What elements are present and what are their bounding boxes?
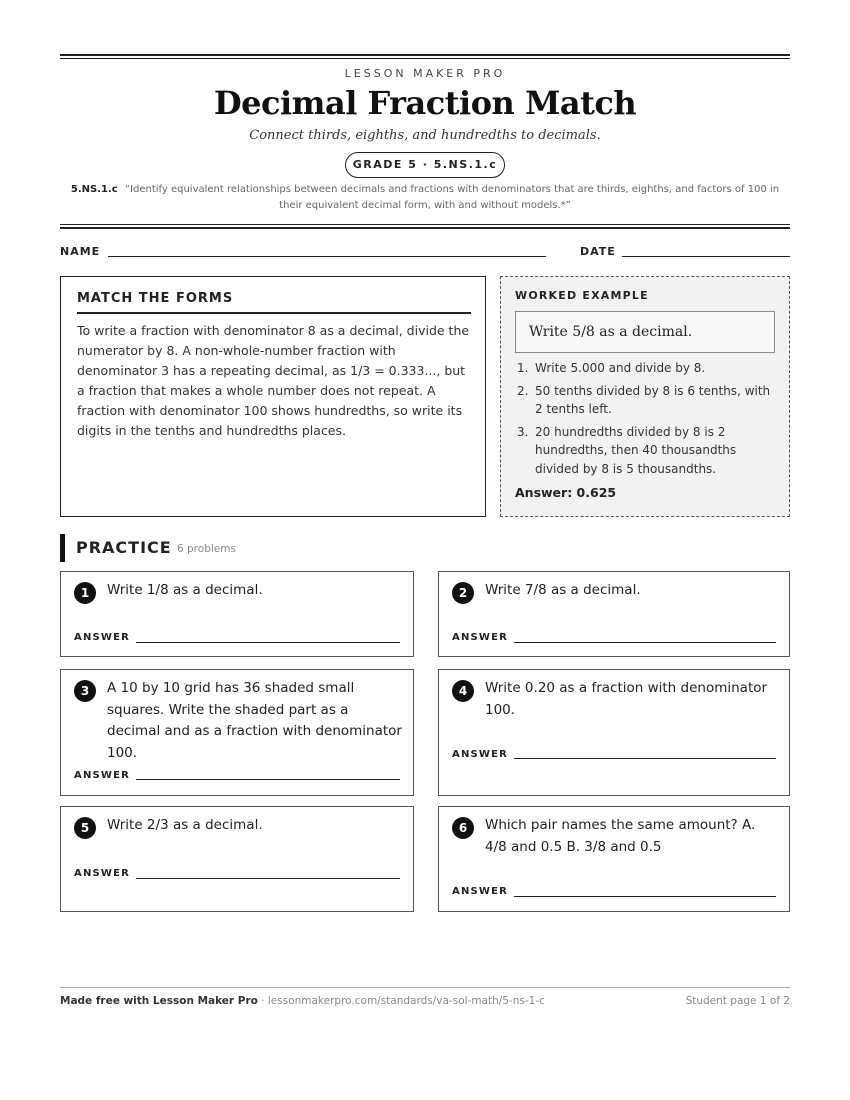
header-top-rule	[60, 54, 790, 59]
practice-accent-bar	[60, 534, 65, 562]
problem-number-badge: 1	[74, 582, 96, 604]
problem-card-3	[60, 669, 414, 796]
answer-label: ANSWER	[74, 868, 131, 879]
footer-url[interactable]: · lessonmakerpro.com/standards/va-sol-math/5-ns-1-c	[257, 995, 545, 1007]
match-heading: MATCH THE FORMS	[77, 291, 471, 314]
problem-card-1	[60, 571, 414, 657]
answer-field[interactable]	[136, 642, 400, 643]
footer-rule	[60, 987, 790, 988]
problem-prompt: Write 2/3 as a decimal.	[107, 817, 263, 833]
worksheet-page	[60, 0, 790, 1100]
problem-prompt: Write 1/8 as a decimal.	[107, 582, 263, 598]
page-title: Decimal Fraction Match	[213, 84, 637, 122]
answer-label: ANSWER	[74, 770, 131, 781]
worked-example-heading: WORKED EXAMPLE	[515, 289, 649, 302]
footer-credit	[60, 995, 545, 1007]
worked-step: 3. 20 hundredths divided by 8 is 2 hundredths, then 40 thousandths divided by 8 is 5 thousandths.	[517, 424, 737, 476]
footer-page-number: Student page 1 of 2	[685, 995, 790, 1007]
match-body-text: To write a fraction with denominator 8 as a decimal, divide the numerator by 8. A non-whole-number fraction with denominator 3 has a repeating decimal, as 1/3 = 0.333..., but a fraction that makes a whole number does not repeat. A fraction with denominator 100 shows hundredths, so write its digits in the tenths and hundredths places.	[77, 323, 470, 438]
standard-text: “Identify equivalent relationships between decimals and fractions with denominators that are thirds, eighths, and factors of 100 in their equivalent decimal form, with and without models.*”	[124, 184, 780, 211]
footer-made-with: Made free with Lesson Maker Pro	[60, 995, 258, 1007]
problem-prompt: Which pair names the same amount? A. 4/8 and 0.5 B. 3/8 and 0.5	[485, 817, 756, 855]
problem-card-4	[438, 669, 790, 796]
problem-card-2	[438, 571, 790, 657]
problem-number-badge: 4	[452, 680, 474, 702]
problem-card-6	[438, 806, 790, 912]
practice-count: 6 problems	[177, 543, 236, 555]
standard-description	[60, 182, 790, 214]
name-field[interactable]	[108, 256, 546, 257]
answer-label: ANSWER	[452, 749, 509, 760]
worked-example-steps	[515, 359, 781, 482]
problem-prompt: Write 0.20 as a fraction with denominator 100.	[485, 680, 768, 718]
brand-name: LESSON MAKER PRO	[344, 67, 506, 80]
problem-prompt: Write 7/8 as a decimal.	[485, 582, 641, 598]
answer-field[interactable]	[514, 642, 776, 643]
problem-number-badge: 2	[452, 582, 474, 604]
answer-field[interactable]	[136, 779, 400, 780]
problem-number-badge: 6	[452, 817, 474, 839]
worked-example-panel	[500, 276, 790, 517]
date-field[interactable]	[622, 256, 790, 257]
problem-number-badge: 3	[74, 680, 96, 702]
practice-heading: PRACTICE	[76, 538, 172, 557]
match-the-forms-panel	[60, 276, 486, 517]
header-bottom-rule	[60, 224, 790, 229]
date-label: DATE	[580, 245, 616, 258]
problem-card-5	[60, 806, 414, 912]
answer-field[interactable]	[136, 878, 400, 879]
worked-example-answer: Answer: 0.625	[515, 485, 617, 500]
answer-label: ANSWER	[452, 632, 509, 643]
worked-step: 2. 50 tenths divided by 8 is 6 tenths, with 2 tenths left.	[517, 383, 771, 416]
name-label: NAME	[60, 245, 101, 258]
grade-badge: GRADE 5 · 5.NS.1.c	[345, 152, 505, 178]
problem-number-badge: 5	[74, 817, 96, 839]
problem-prompt: A 10 by 10 grid has 36 shaded small squares. Write the shaded part as a decimal and as a fraction with denominator 100.	[107, 680, 402, 761]
worked-step: 1. Write 5.000 and divide by 8.	[517, 361, 706, 375]
standard-code: 5.NS.1.c	[70, 184, 118, 195]
page-subtitle: Connect thirds, eighths, and hundredths to decimals.	[249, 128, 601, 143]
answer-field[interactable]	[514, 896, 776, 897]
answer-label: ANSWER	[452, 886, 509, 897]
answer-label: ANSWER	[74, 632, 131, 643]
worked-example-problem: Write 5/8 as a decimal.	[515, 311, 775, 353]
answer-field[interactable]	[514, 758, 776, 759]
